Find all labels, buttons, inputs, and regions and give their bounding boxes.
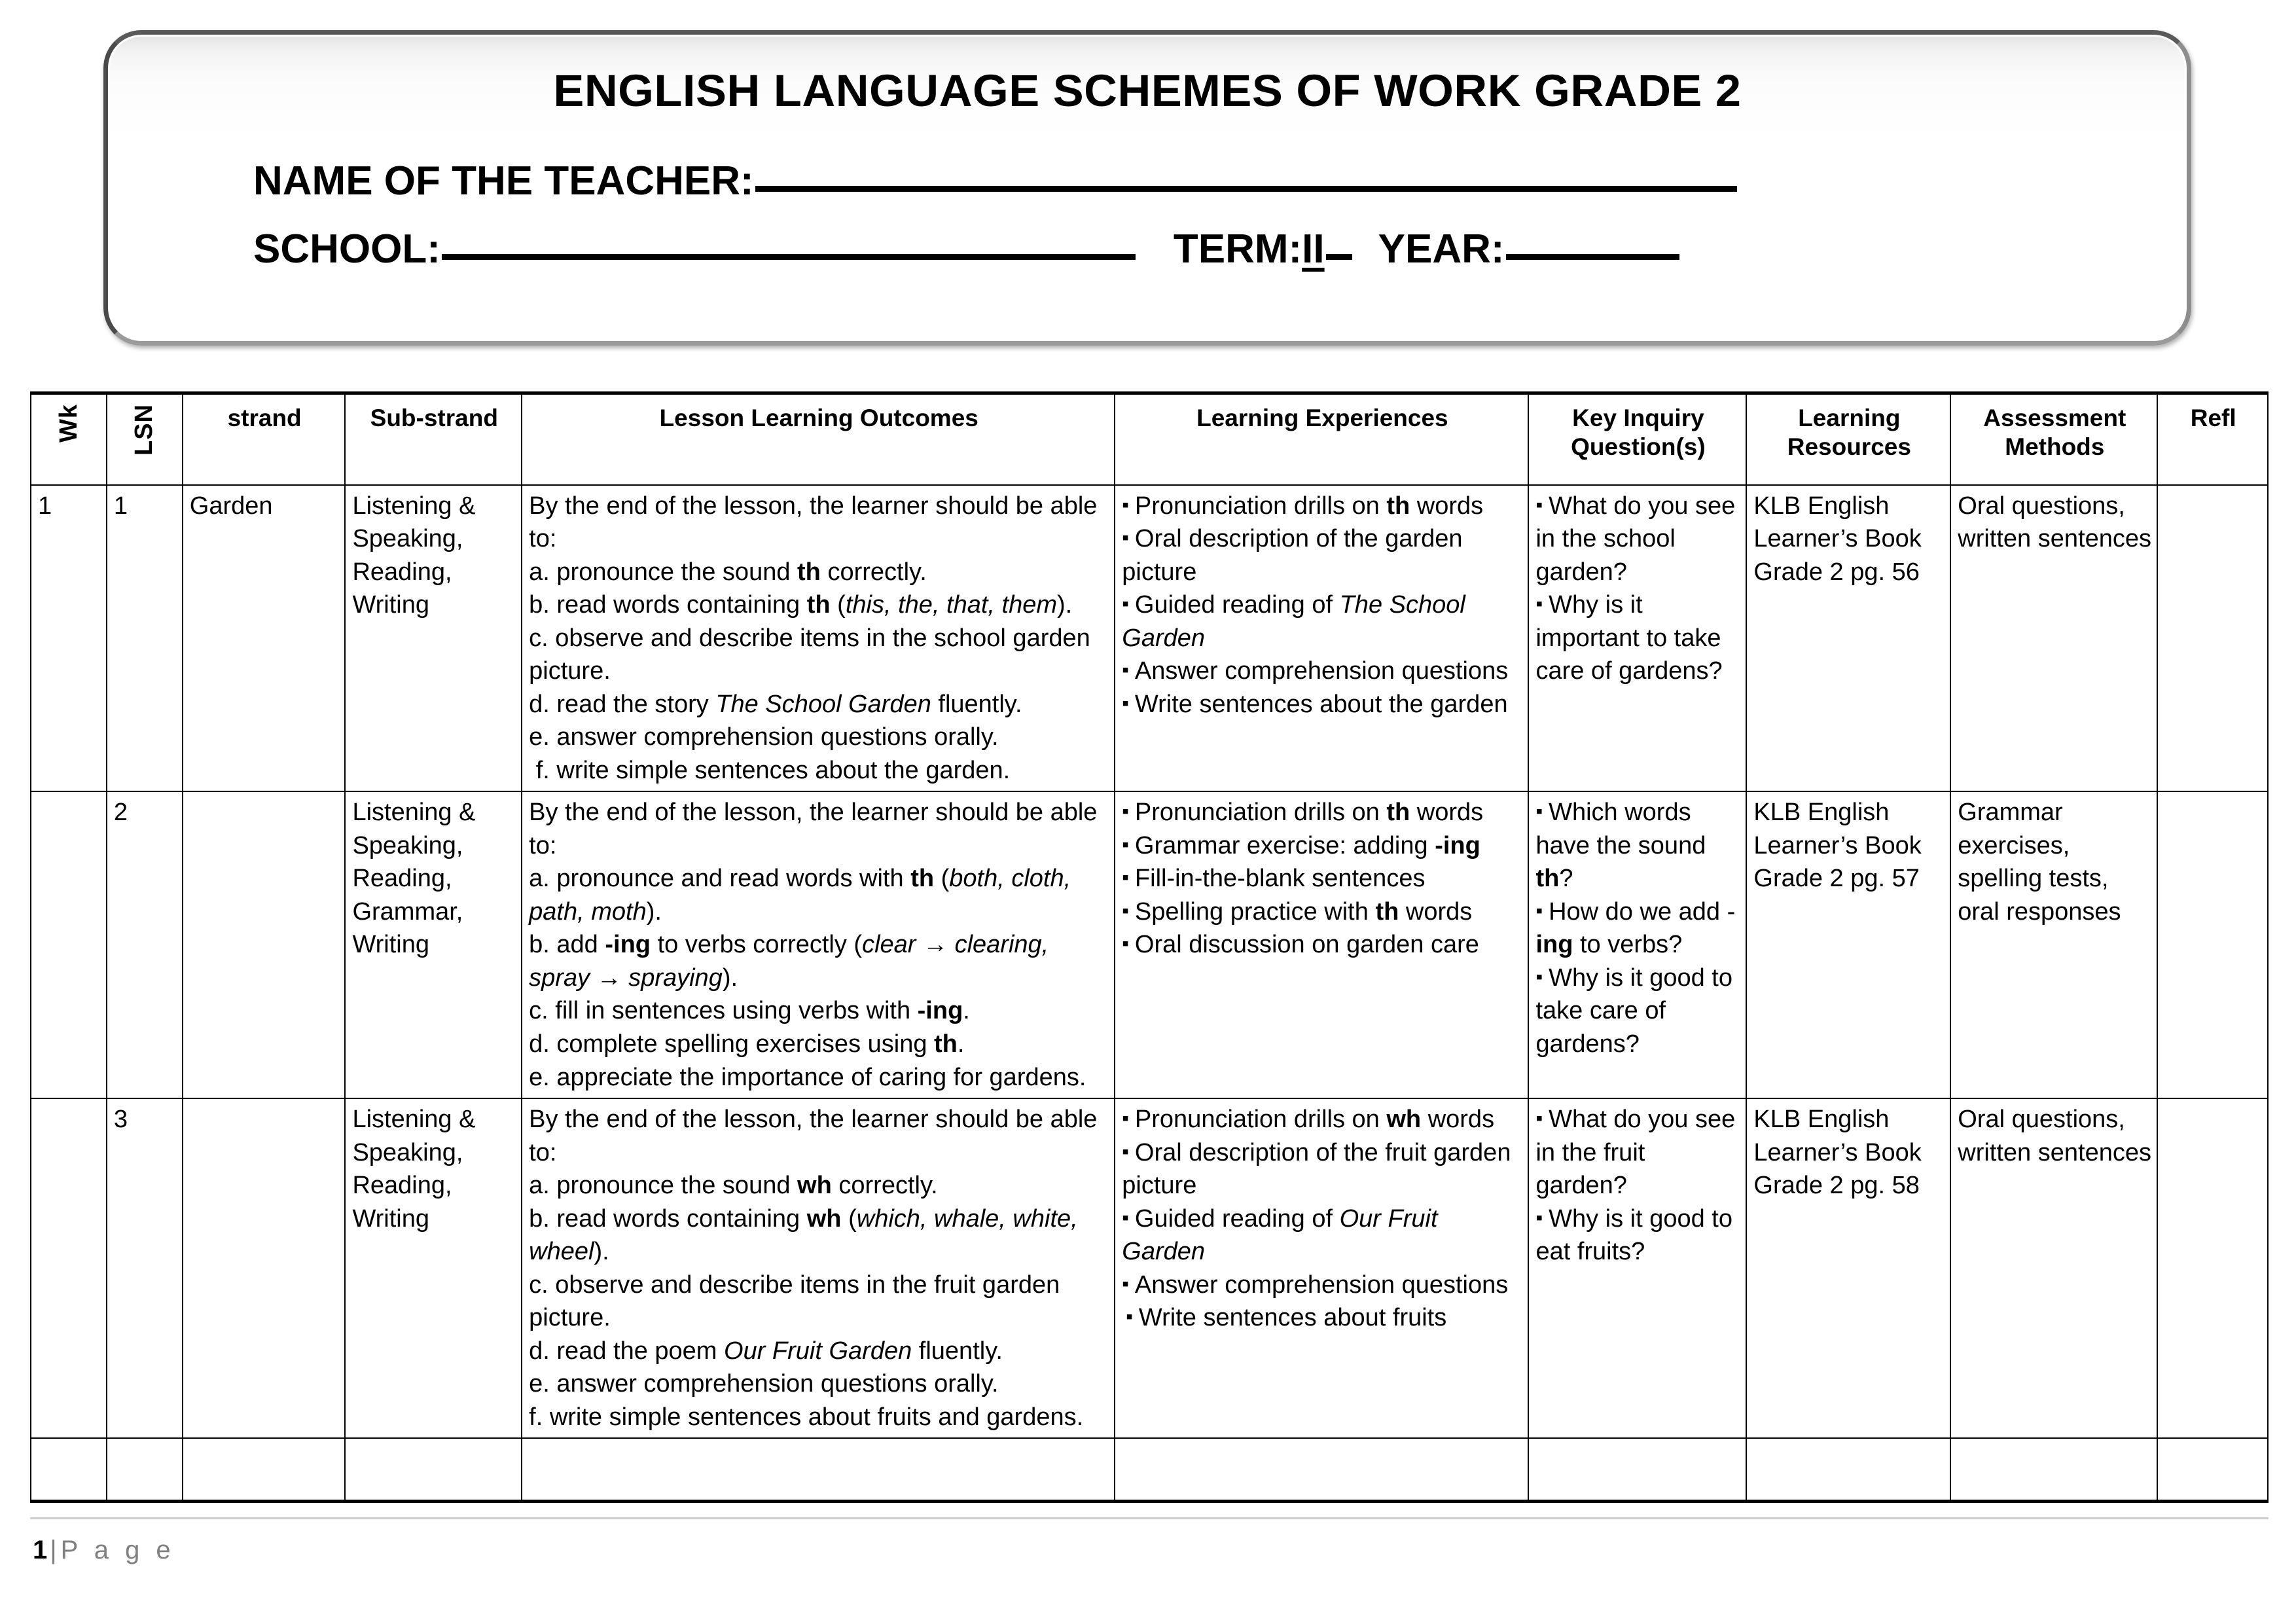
column-header-experiences: Learning Experiences — [1115, 393, 1528, 485]
page-footer — [33, 1536, 175, 1565]
table-row — [31, 1438, 2268, 1501]
cell-strand[interactable] — [183, 1438, 346, 1501]
cell-experiences — [1115, 791, 1528, 1098]
cell-substrand[interactable] — [345, 1438, 522, 1501]
year-blank[interactable] — [1506, 254, 1679, 260]
outcome-item: b. add -ing to verbs correctly (clear → clearing, spray → spraying). — [529, 931, 1049, 992]
experience-item: ▪ Spelling practice with th words — [1122, 895, 1522, 929]
cell-wk[interactable] — [31, 1438, 107, 1501]
cell-key-inquiry — [1528, 791, 1746, 1098]
footer-page-word: P a g e — [60, 1536, 175, 1564]
cell-experiences[interactable] — [1115, 1438, 1528, 1501]
outcome-item: c. fill in sentences using verbs with -ing. — [529, 997, 970, 1025]
cell-key-inquiry — [1528, 1098, 1746, 1438]
cell-resources[interactable] — [1746, 1438, 1950, 1501]
cell-outcomes: By the end of the lesson, the learner should be able to: a. pronounce the sound th correctly. b. read words containing th (this, the, that, them). c. observe and describe items in the school garden picture. d. read the story The School Garden fluently. e. answer comprehension questions orally. f. write simple sentences about the garden. — [522, 485, 1115, 792]
cell-refl[interactable] — [2157, 791, 2268, 1098]
experience-item: ▪ Guided reading of Our Fruit Garden — [1122, 1202, 1522, 1269]
outcome-item: a. pronounce the sound th correctly. — [529, 558, 927, 586]
cell-refl[interactable] — [2157, 485, 2268, 792]
cell-refl[interactable] — [2157, 1438, 2268, 1501]
outcome-item: c. observe and describe items in the fruit garden picture. — [529, 1271, 1060, 1332]
column-header-substrand: Sub-strand — [345, 393, 522, 485]
outcome-item: d. read the poem Our Fruit Garden fluently. — [529, 1337, 1003, 1365]
cell-outcomes: By the end of the lesson, the learner should be able to: a. pronounce the sound wh correctly. b. read words containing wh (which, whale, white, wheel). c. observe and describe items in the fruit garden picture. d. read the poem Our Fruit Garden fluently. e. answer comprehension questions orally. f. write simple sentences about fruits and gardens. — [522, 1098, 1115, 1438]
cell-lsn: 1 — [107, 485, 183, 792]
footer-separator: | — [50, 1536, 57, 1564]
column-header-refl: Refl — [2157, 393, 2268, 485]
inquiry-item: ▪ Why is it important to take care of gardens? — [1535, 588, 1740, 688]
cell-experiences — [1115, 1098, 1528, 1438]
school-blank[interactable] — [442, 254, 1136, 260]
outcome-item: d. complete spelling exercises using th. — [529, 1030, 965, 1058]
cell-resources: KLB English Learner’s Book Grade 2 pg. 56 — [1746, 485, 1950, 792]
experience-item: ▪ Fill-in-the-blank sentences — [1122, 862, 1522, 895]
cell-assessment: Grammar exercises, spelling tests, oral responses — [1950, 791, 2157, 1098]
schemes-of-work-table — [30, 391, 2269, 1503]
footer-divider — [30, 1517, 2269, 1519]
header-panel — [103, 30, 2191, 346]
cell-strand — [183, 791, 346, 1098]
cell-resources: KLB English Learner’s Book Grade 2 pg. 58 — [1746, 1098, 1950, 1438]
experience-item: ▪ Pronunciation drills on wh words — [1122, 1103, 1522, 1136]
cell-wk — [31, 791, 107, 1098]
inquiry-item: ▪ Which words have the sound th? — [1535, 796, 1740, 895]
outcome-item: b. read words containing th (this, the, that, them). — [529, 591, 1073, 619]
term-label: TERM: — [1173, 226, 1302, 272]
experience-item: ▪ Answer comprehension questions — [1122, 655, 1522, 688]
footer-page-number: 1 — [33, 1536, 48, 1564]
inquiry-item: ▪ What do you see in the fruit garden? — [1535, 1103, 1740, 1202]
cell-outcomes[interactable] — [522, 1438, 1115, 1501]
teacher-label: NAME OF THE TEACHER: — [253, 158, 754, 204]
year-label: YEAR: — [1378, 226, 1505, 272]
outcome-item: a. pronounce and read words with th (both, cloth, path, moth). — [529, 865, 1071, 926]
experience-item: ▪ Grammar exercise: adding -ing — [1122, 829, 1522, 863]
cell-key-inquiry[interactable] — [1528, 1438, 1746, 1501]
cell-refl[interactable] — [2157, 1098, 2268, 1438]
cell-strand: Garden — [183, 485, 346, 792]
column-header-assessment: Assessment Methods — [1950, 393, 2157, 485]
experience-item: ▪ Pronunciation drills on th words — [1122, 796, 1522, 829]
cell-substrand: Listening & Speaking, Reading, Writing — [345, 485, 522, 792]
column-header-resources: Learning Resources — [1746, 393, 1950, 485]
outcome-item: e. appreciate the importance of caring for gardens. — [529, 1063, 1086, 1091]
term-blank[interactable] — [1326, 254, 1352, 260]
experience-item: ▪ Oral description of the garden picture — [1122, 522, 1522, 588]
experience-item: ▪ Oral discussion on garden care — [1122, 928, 1522, 962]
cell-assessment: Oral questions, written sentences — [1950, 1098, 2157, 1438]
column-header-outcomes: Lesson Learning Outcomes — [522, 393, 1115, 485]
cell-experiences — [1115, 485, 1528, 792]
cell-substrand: Listening & Speaking, Reading, Writing — [345, 1098, 522, 1438]
cell-resources: KLB English Learner’s Book Grade 2 pg. 57 — [1746, 791, 1950, 1098]
cell-assessment: Oral questions, written sentences — [1950, 485, 2157, 792]
experience-item: ▪ Guided reading of The School Garden — [1122, 588, 1522, 655]
inquiry-item: ▪ Why is it good to eat fruits? — [1535, 1202, 1740, 1269]
outcome-item: c. observe and describe items in the school garden picture. — [529, 624, 1090, 685]
outcome-item: f. write simple sentences about the garden. — [529, 756, 1011, 784]
teacher-field-line — [253, 158, 1737, 204]
experience-item: ▪ Pronunciation drills on th words — [1122, 490, 1522, 523]
outcome-item: d. read the story The School Garden fluently. — [529, 690, 1022, 718]
cell-strand — [183, 1098, 346, 1438]
cell-lsn: 2 — [107, 791, 183, 1098]
experience-item: ▪ Answer comprehension questions ▪ Write sentences about fruits — [1122, 1269, 1522, 1335]
experience-item: ▪ Oral description of the fruit garden picture — [1122, 1136, 1522, 1202]
school-label: SCHOOL: — [253, 226, 440, 272]
inquiry-item: ▪ Why is it good to take care of gardens? — [1535, 962, 1740, 1061]
cell-lsn: 3 — [107, 1098, 183, 1438]
cell-wk: 1 — [31, 485, 107, 792]
table-row — [31, 485, 2268, 792]
column-header-key-inquiry: Key Inquiry Question(s) — [1528, 393, 1746, 485]
cell-assessment[interactable] — [1950, 1438, 2157, 1501]
table-row — [31, 791, 2268, 1098]
column-header-lsn: LSN — [107, 393, 183, 485]
cell-substrand: Listening & Speaking, Reading, Grammar, Writing — [345, 791, 522, 1098]
page-title: ENGLISH LANGUAGE SCHEMES OF WORK GRADE 2 — [553, 65, 1742, 116]
outcome-item: e. answer comprehension questions orally. — [529, 1370, 999, 1398]
column-header-strand: strand — [183, 393, 346, 485]
school-field-line — [253, 226, 1679, 272]
term-value[interactable]: II — [1302, 226, 1325, 272]
cell-lsn[interactable] — [107, 1438, 183, 1501]
cell-key-inquiry — [1528, 485, 1746, 792]
inquiry-item: ▪ How do we add -ing to verbs? — [1535, 895, 1740, 962]
outcome-item: e. answer comprehension questions orally. — [529, 723, 999, 751]
outcome-item: b. read words containing wh (which, whale, white, wheel). — [529, 1204, 1078, 1266]
inquiry-item: ▪ What do you see in the school garden? — [1535, 490, 1740, 589]
table-header-row — [31, 393, 2268, 485]
experience-item: ▪ Write sentences about the garden — [1122, 688, 1522, 721]
outcome-item: a. pronounce the sound wh correctly. — [529, 1172, 938, 1200]
cell-wk — [31, 1098, 107, 1438]
cell-outcomes: By the end of the lesson, the learner should be able to: a. pronounce and read words with th (both, cloth, path, moth). b. add -ing to verbs correctly (clear → clearing, spray → spraying). c. fill in sentences using verbs with -ing. d. complete spelling exercises using th. e. appreciate the importance of caring for gardens. — [522, 791, 1115, 1098]
outcome-item: f. write simple sentences about fruits and gardens. — [529, 1403, 1084, 1431]
column-header-wk: Wk — [31, 393, 107, 485]
table-row — [31, 1098, 2268, 1438]
teacher-blank[interactable] — [755, 186, 1737, 192]
